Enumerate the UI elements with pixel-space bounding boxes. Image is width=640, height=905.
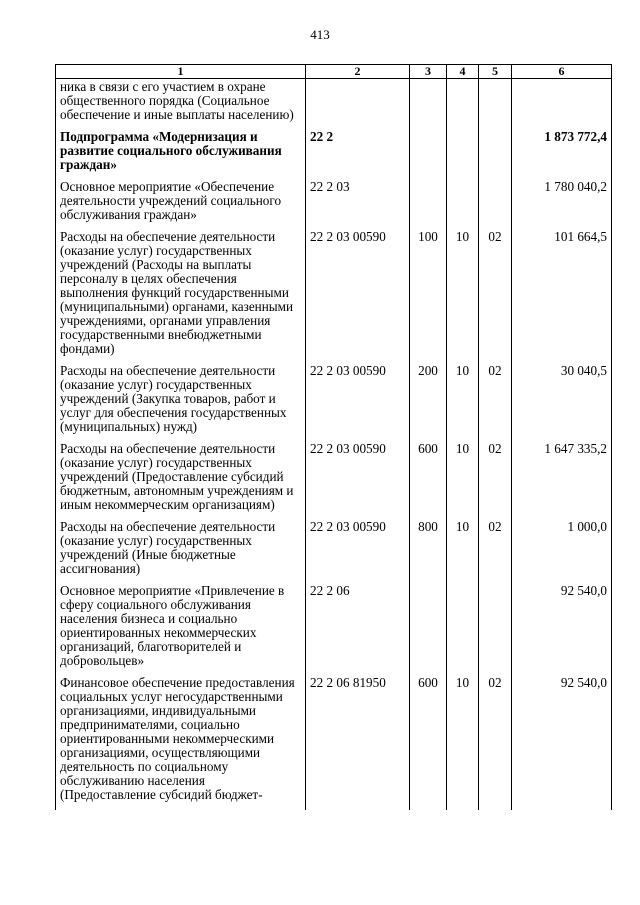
row-section: 10 [447,676,479,810]
row-code: 22 2 06 [306,584,410,676]
row-amount [512,79,612,131]
table-row [56,79,612,131]
row-subsection [479,180,512,230]
row-amount: 1 000,0 [512,520,612,584]
row-expense-type: 800 [410,520,447,584]
row-subsection: 02 [479,442,512,520]
row-subsection [479,130,512,180]
budget-table [55,64,612,810]
column-header: 5 [479,65,512,79]
row-expense-type [410,584,447,676]
row-code: 22 2 [306,130,410,180]
row-section [447,79,479,131]
column-header: 6 [512,65,612,79]
row-code: 22 2 03 00590 [306,364,410,442]
row-description: Основное мероприятие «Обеспечение деятельности учреждений социального обслуживания граждан» [56,180,306,230]
column-header: 2 [306,65,410,79]
row-amount: 92 540,0 [512,676,612,810]
row-section: 10 [447,230,479,364]
row-code [306,79,410,131]
row-subsection: 02 [479,676,512,810]
table-row [56,230,612,364]
row-section [447,584,479,676]
page-number: 413 [310,27,330,42]
table-row [56,584,612,676]
row-section [447,130,479,180]
row-expense-type [410,79,447,131]
row-amount: 1 780 040,2 [512,180,612,230]
row-code: 22 2 03 00590 [306,442,410,520]
row-expense-type: 100 [410,230,447,364]
row-description: Расходы на обеспечение деятельности (оказание услуг) государственных учреждений (Предоставление субсидий бюджетным, автономным учреждениям и иным некоммерческим организациям) [56,442,306,520]
row-description: Подпрограмма «Модернизация и развитие социального обслуживания граждан» [56,130,306,180]
table-row [56,520,612,584]
row-expense-type [410,130,447,180]
row-description: Расходы на обеспечение деятельности (оказание услуг) государственных учреждений (Расходы на выплаты персоналу в целях обеспечения выполнения функций государственными (муниципальными) органами, казенными учреждениями, органами управления государственными внебюджетными фондами) [56,230,306,364]
row-code: 22 2 06 81950 [306,676,410,810]
row-description: Расходы на обеспечение деятельности (оказание услуг) государственных учреждений (Иные бюджетные ассигнования) [56,520,306,584]
row-section [447,180,479,230]
row-subsection: 02 [479,520,512,584]
row-code: 22 2 03 [306,180,410,230]
row-description: Финансовое обеспечение предоставления социальных услуг негосударственными организациями, индивидуальными предпринимателями, социально ориентированными некоммерческими организациями, осуществляющими деятельность по социальному обслуживанию населения (Предоставление субсидий бюджет- [56,676,306,810]
row-amount: 101 664,5 [512,230,612,364]
row-section: 10 [447,364,479,442]
row-subsection [479,584,512,676]
row-subsection: 02 [479,230,512,364]
row-section: 10 [447,442,479,520]
column-header: 4 [447,65,479,79]
table-row [56,442,612,520]
table-row [56,676,612,810]
row-description: Расходы на обеспечение деятельности (оказание услуг) государственных учреждений (Закупка товаров, работ и услуг для обеспечения государственных (муниципальных) нужд) [56,364,306,442]
row-description: Основное мероприятие «Привлечение в сферу социального обслуживания населения бизнеса и социально ориентированных некоммерческих организаций, благотворителей и добровольцев» [56,584,306,676]
row-code: 22 2 03 00590 [306,230,410,364]
row-code: 22 2 03 00590 [306,520,410,584]
row-expense-type [410,180,447,230]
row-amount: 92 540,0 [512,584,612,676]
row-amount: 1 873 772,4 [512,130,612,180]
table-row [56,130,612,180]
column-header: 3 [410,65,447,79]
header-row [56,65,612,79]
row-subsection: 02 [479,364,512,442]
row-expense-type: 600 [410,442,447,520]
row-expense-type: 600 [410,676,447,810]
column-header: 1 [56,65,306,79]
row-subsection [479,79,512,131]
row-amount: 30 040,5 [512,364,612,442]
row-expense-type: 200 [410,364,447,442]
row-section: 10 [447,520,479,584]
table-row [56,364,612,442]
table-row [56,180,612,230]
row-description: ника в связи с его участием в охране общественного порядка (Социальное обеспечение и иные выплаты населению) [56,79,306,131]
row-amount: 1 647 335,2 [512,442,612,520]
